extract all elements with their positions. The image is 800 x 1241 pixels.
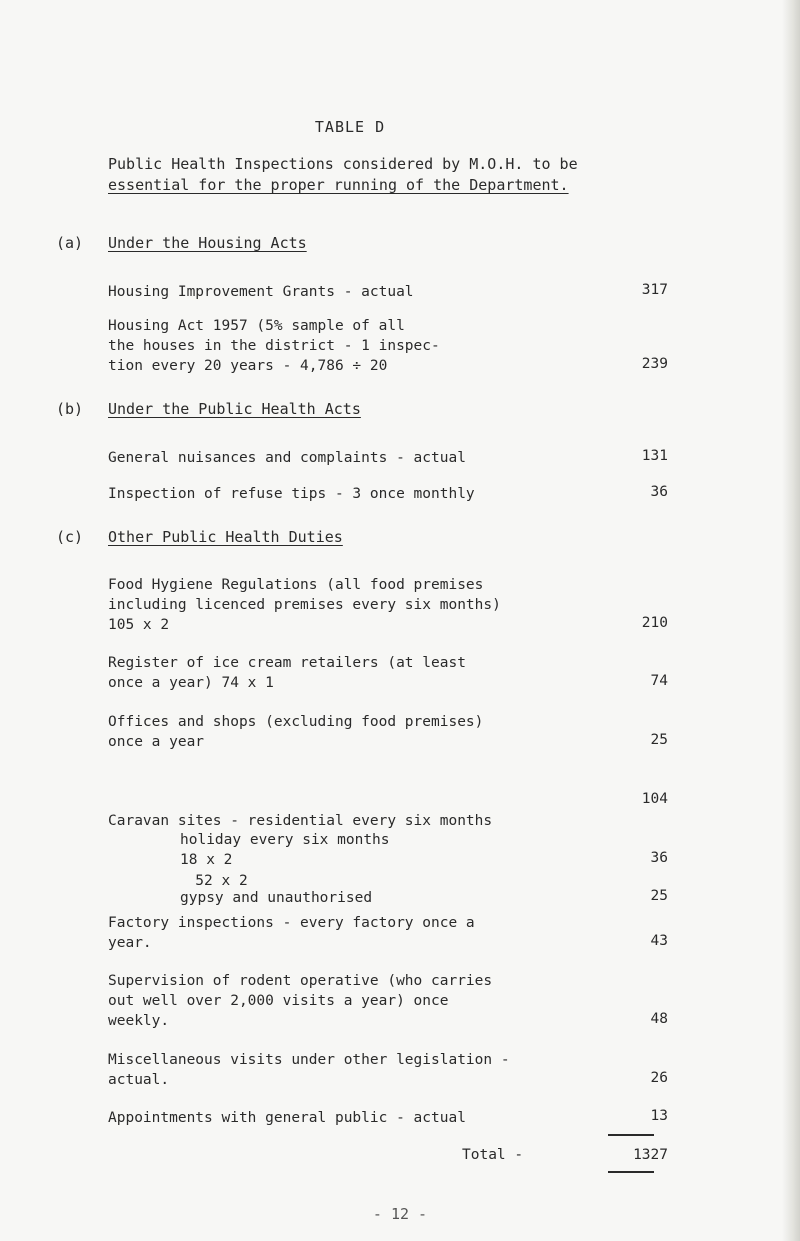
entry-ice-cream-register: [108, 653, 608, 693]
value-housing-improvement-grants: 317: [641, 282, 668, 298]
value-caravan-residential: 104: [641, 791, 668, 807]
entry-line: Housing Act 1957 (5% sample of all: [108, 318, 405, 334]
heading-line-2: essential for the proper running of the Department.: [108, 176, 569, 194]
section-c-title: Other Public Health Duties: [108, 528, 343, 546]
entry-line: year.: [108, 935, 152, 951]
value-food-hygiene: 210: [641, 615, 668, 631]
value-housing-act-1957: 239: [641, 356, 668, 372]
heading-line-1: Public Health Inspections considered by M.O.H. to be: [108, 155, 578, 173]
section-b-label: (b): [56, 400, 84, 418]
entry-line: 105 x 2: [108, 617, 170, 633]
entry-caravan-gypsy: [180, 888, 600, 908]
entry-line: weekly.: [108, 1013, 170, 1029]
entry-line: out well over 2,000 visits a year) once: [108, 993, 449, 1009]
entry-miscellaneous-visits: [108, 1050, 608, 1090]
entry-caravan-holiday: [180, 830, 600, 870]
entry-line: 18 x 2: [180, 852, 233, 868]
entry-line: Food Hygiene Regulations (all food premises: [108, 577, 484, 593]
value-factory-inspections: 43: [650, 933, 668, 949]
value-ice-cream-register: 74: [650, 673, 668, 689]
entry-line: Appointments with general public - actual: [108, 1110, 466, 1126]
section-c-label: (c): [56, 528, 84, 546]
entry-line: Factory inspections - every factory once a: [108, 915, 475, 931]
entry-general-nuisances: [108, 448, 608, 468]
entry-line: gypsy and unauthorised: [180, 890, 373, 906]
total-rule-top: [608, 1134, 654, 1136]
entry-line: actual.: [108, 1072, 170, 1088]
entry-line: Housing Improvement Grants - actual: [108, 284, 414, 300]
page-edge-shadow: [782, 0, 800, 1241]
value-rodent-supervision: 48: [650, 1011, 668, 1027]
total-label: Total -: [462, 1147, 524, 1163]
value-appointments-public: 13: [650, 1108, 668, 1124]
entry-line: once a year: [108, 734, 205, 750]
entry-line: Supervision of rodent operative (who carries: [108, 973, 493, 989]
entry-refuse-tips: [108, 484, 608, 504]
entry-offices-shops: [108, 712, 608, 752]
entry-line: Offices and shops (excluding food premises): [108, 714, 484, 730]
entry-appointments-public: [108, 1108, 608, 1128]
page-number: - 12 -: [372, 1205, 428, 1223]
entry-line: holiday every six months: [180, 832, 390, 848]
entry-line: 52 x 2: [108, 873, 248, 889]
value-general-nuisances: 131: [641, 448, 668, 464]
value-refuse-tips: 36: [650, 484, 668, 500]
entry-line: Inspection of refuse tips - 3 once monthly: [108, 486, 475, 502]
value-miscellaneous-visits: 26: [650, 1070, 668, 1086]
entry-line: once a year) 74 x 1: [108, 675, 274, 691]
entry-line: Caravan sites - residential every six months: [108, 813, 493, 829]
entry-housing-improvement-grants: [108, 282, 608, 302]
value-caravan-holiday: 36: [650, 850, 668, 866]
entry-line: including licenced premises every six months): [108, 597, 501, 613]
document-heading: [108, 154, 708, 196]
section-a-label: (a): [56, 234, 84, 252]
table-label: TABLE D: [314, 118, 386, 136]
section-b-title: Under the Public Health Acts: [108, 400, 361, 418]
value-offices-shops: 25: [650, 732, 668, 748]
entry-food-hygiene: [108, 575, 608, 635]
value-caravan-gypsy: 25: [650, 888, 668, 904]
entry-line: Miscellaneous visits under other legislation -: [108, 1052, 510, 1068]
total-value: 1327: [633, 1147, 668, 1163]
entry-line: Register of ice cream retailers (at least: [108, 655, 466, 671]
entry-line: tion every 20 years - 4,786 ÷ 20: [108, 358, 388, 374]
entry-housing-act-1957: [108, 316, 608, 376]
entry-line: the houses in the district - 1 inspec-: [108, 338, 440, 354]
entry-rodent-supervision: [108, 971, 608, 1031]
entry-line: General nuisances and complaints - actual: [108, 450, 466, 466]
section-a-title: Under the Housing Acts: [108, 234, 307, 252]
total-rule-bottom: [608, 1171, 654, 1173]
entry-factory-inspections: [108, 913, 608, 953]
